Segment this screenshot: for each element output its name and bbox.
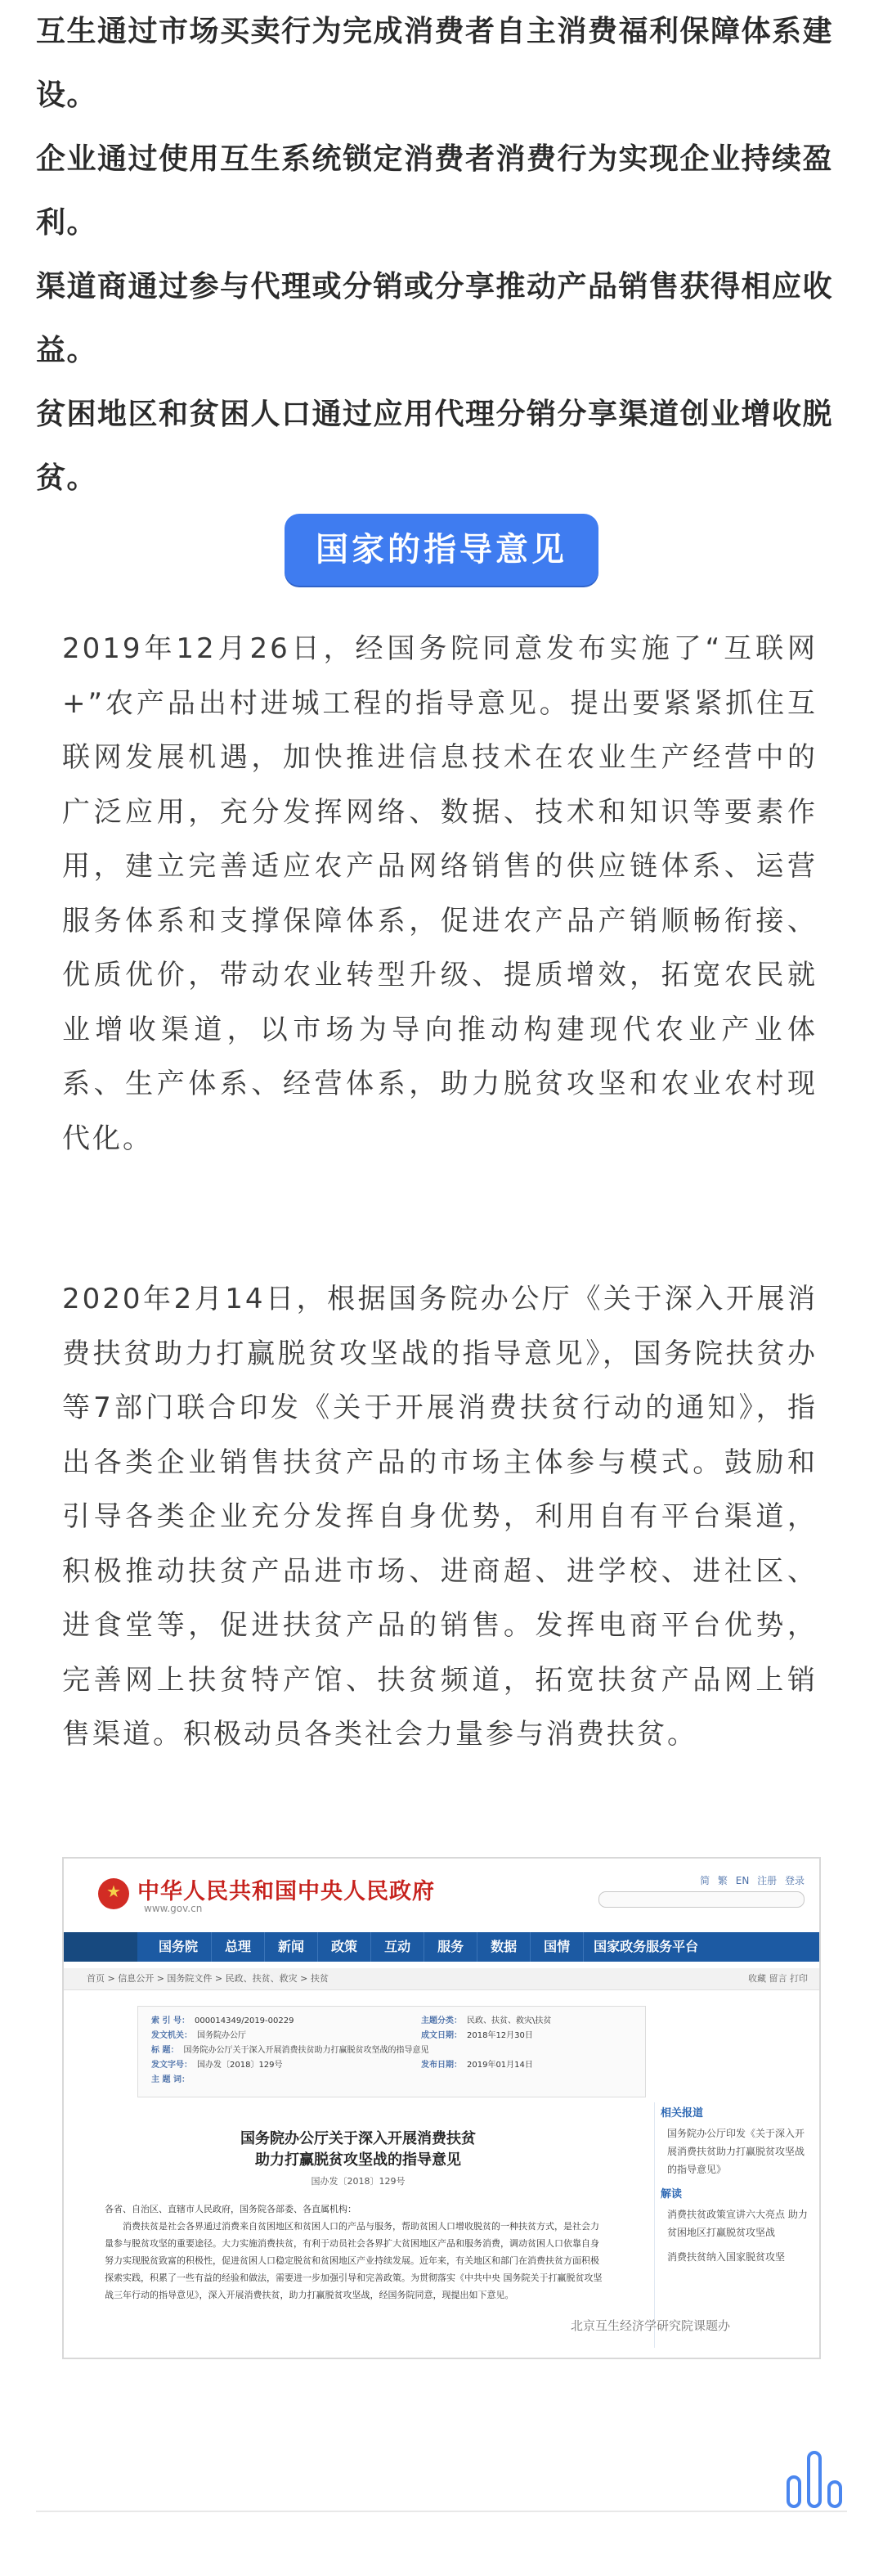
meta-row-keywords: 主 题 词： <box>151 2075 190 2084</box>
document-title: 国务院办公厅关于深入开展消费扶贫 助力打赢脱贫攻坚战的指导意见 <box>240 2130 476 2169</box>
related-heading: 相关报道 <box>661 2107 704 2120</box>
top-links <box>695 1873 805 1887</box>
national-emblem-icon <box>98 1878 129 1909</box>
meta-row-docnum: 发文字号： 国办发〔2018〕129号 发布日期： 2019年01月14日 <box>151 2061 533 2070</box>
explain-heading: 解读 <box>661 2188 683 2201</box>
link-simplified[interactable]: 简 <box>700 1875 710 1886</box>
breadcrumb[interactable]: 首页 > 信息公开 > 国务院文件 > 民政、扶贫、救灾 > 扶贫 <box>87 1973 329 1984</box>
document-number: 国办发〔2018〕129号 <box>311 2176 406 2187</box>
link-login[interactable]: 登录 <box>784 1875 805 1886</box>
paragraph-2019: 2019年12月26日，经国务院同意发布实施了“互联网+”农产品出村进城工程的指导意见。提出要紧紧抓住互联网发展机遇，加快推进信息技术在农业生产经营中的广泛应用，充分发挥网络、数据、技术和知识等要素作用，建立完善适应农产品网络销售的供应链体系、运营服务体系和支撑保障体系，促进农产品产销顺畅衔接、优质优价，带动农业转型升级、提质增效，拓宽农民就业增收渠道，以市场为导向推动构建现代农业产业体系、生产体系、经营体系，助力脱贫攻坚和农业农村现代化。 <box>62 632 818 1155</box>
meta-row-title: 标 题： 国务院办公厅关于深入开展消费扶贫助力打赢脱贫攻坚战的指导意见 <box>151 2046 429 2055</box>
intro-line-4: 贫困地区和贫困人口通过应用代理分销分享渠道创业增收脱贫。 <box>36 398 834 495</box>
intro-line-2: 企业通过使用互生系统锁定消费者消费行为实现企业持续盈利。 <box>36 142 834 240</box>
nav-item-interaction[interactable]: 互动 <box>371 1932 424 1962</box>
related-sidebar <box>661 2104 808 2273</box>
nav-item-national-info[interactable]: 国情 <box>531 1932 584 1962</box>
intro-line-3: 渠道商通过参与代理或分销或分享推动产品销售获得相应收益。 <box>36 270 834 367</box>
site-title: 中华人民共和国中央人民政府 <box>137 1879 435 1904</box>
site-search-input[interactable] <box>598 1891 805 1908</box>
link-traditional[interactable]: 繁 <box>717 1875 728 1886</box>
watermark-text: 北京互生经济学研究院课题办 <box>571 2318 731 2333</box>
bottom-divider <box>36 2511 847 2512</box>
intro-line-1: 互生通过市场买卖行为完成消费者自主消费福利保障体系建设。 <box>36 15 834 112</box>
document-body: 各省、自治区、直辖市人民政府，国务院各部委、各直属机构： 消费扶贫是社会各界通过消费来自贫困地区和贫困人口的产品与服务，帮助贫困人口增收脱贫的一种扶贫方式，是社会力量参与脱贫攻坚的重要途径。大力实施消费扶贫，有利于动员社会各界扩大贫困地区产品和服务消费，调动贫困人口依靠自身努力实现脱贫致富的积极性，促进贫困人口稳定脱贫和贫困地区产业持续发展。近年来，有关地区和部门在消费扶贫方面积极探索实践，积累了一些有益的经验和做法，需要进一步加强引导和完善政策。为贯彻落实《中共中央 国务院关于打赢脱贫攻坚战三年行动的指导意见》，深入开展消费扶贫，助力打赢脱贫攻坚战，经国务院同意，现提出如下意见。 <box>105 2204 603 2300</box>
nav-item-policy[interactable]: 政策 <box>318 1932 371 1962</box>
intro-block <box>36 0 854 510</box>
nav-home-block[interactable] <box>64 1932 137 1962</box>
nav-item-data[interactable]: 数据 <box>477 1932 531 1962</box>
link-register[interactable]: 注册 <box>757 1875 778 1886</box>
section-title-badge: 国家的指导意见 <box>285 514 598 586</box>
breadcrumb-bar <box>64 1968 819 1990</box>
bar-chart-icon <box>782 2446 847 2511</box>
link-english[interactable]: EN <box>735 1875 750 1886</box>
sidebar-divider <box>654 2102 655 2348</box>
explain-link-1[interactable]: 消费扶贫政策宣讲六大亮点 助力贫困地区打赢脱贫攻坚战 <box>667 2209 808 2238</box>
page-tools[interactable]: 收藏 留言 打印 <box>748 1973 808 1984</box>
nav-item-news[interactable]: 新闻 <box>265 1932 318 1962</box>
explain-link-2[interactable]: 消费扶贫纳入国家脱贫攻坚 <box>667 2251 786 2263</box>
nav-item-service-platform[interactable]: 国家政务服务平台 <box>594 1939 699 1954</box>
related-link[interactable]: 国务院办公厅印发《关于深入开展消费扶贫助力打赢脱贫攻坚战的指导意见》 <box>667 2128 805 2175</box>
meta-row-issuer: 发文机关： 国务院办公厅 成文日期： 2018年12月30日 <box>151 2031 533 2040</box>
main-nav <box>64 1932 819 1962</box>
nav-item-premier[interactable]: 总理 <box>212 1932 265 1962</box>
document-meta-box <box>137 2006 646 2097</box>
nav-item-service[interactable]: 服务 <box>424 1932 477 1962</box>
paragraph-2020: 2020年2月14日，根据国务院办公厅《关于深入开展消费扶贫助力打赢脱贫攻坚战的指导意见》，国务院扶贫办等7部门联合印发《关于开展消费扶贫行动的通知》，指出各类企业销售扶贫产品的市场主体参与模式。鼓励和引导各类企业充分发挥自身优势，利用自有平台渠道，积极推动扶贫产品进市场、进商超、进学校、进社区、进食堂等，促进扶贫产品的销售。发挥电商平台优势，完善网上扶贫特产馆、扶贫频道，拓宽扶贫产品网上销售渠道。积极动员各类社会力量参与消费扶贫。 <box>62 1283 818 1751</box>
site-url: www.gov.cn <box>144 1903 203 1914</box>
meta-row-index: 索 引 号： 000014349/2019-00229 主题分类： 民政、扶贫、救灾\扶贫 <box>151 2016 552 2025</box>
site-header <box>64 1859 819 1924</box>
gov-website-screenshot <box>62 1857 821 2359</box>
nav-item-state-council[interactable]: 国务院 <box>146 1932 212 1962</box>
